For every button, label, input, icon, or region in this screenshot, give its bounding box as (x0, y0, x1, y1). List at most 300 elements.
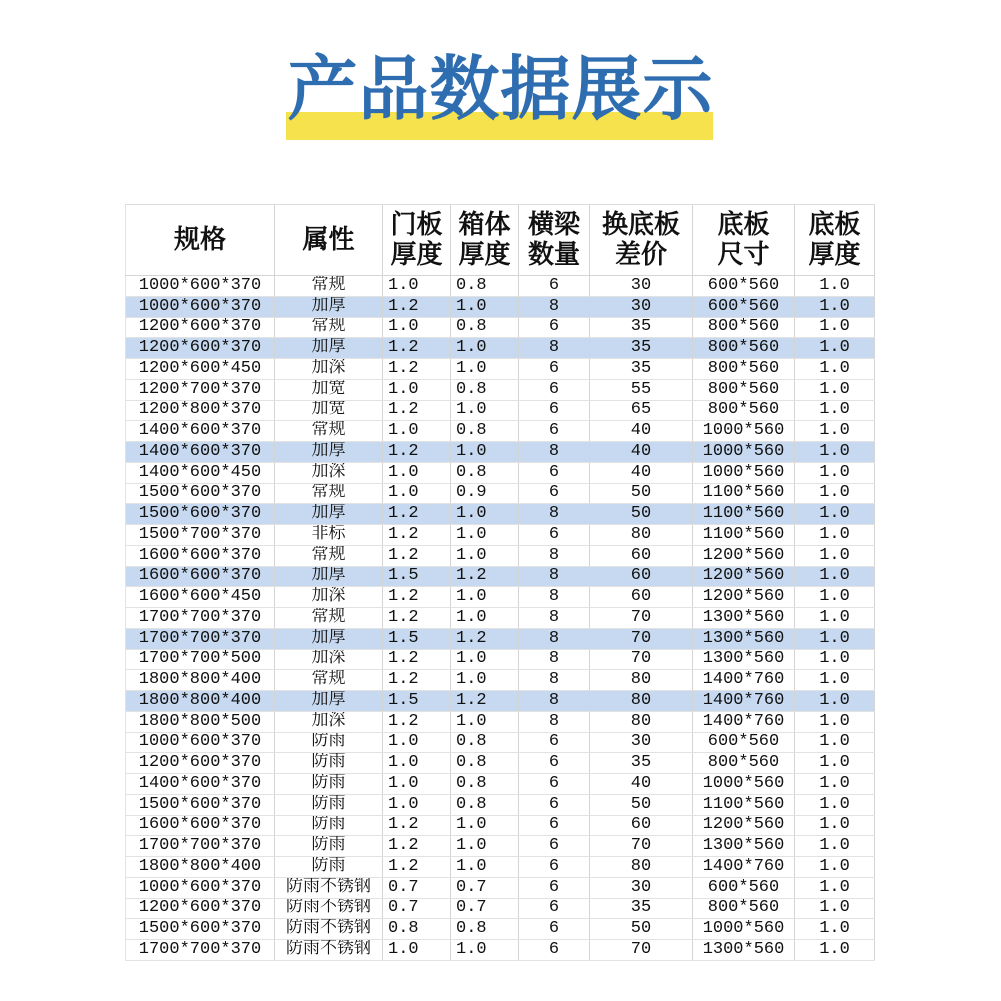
cell-base-thickness: 1.0 (795, 691, 875, 711)
cell-box-thickness: 1.0 (451, 608, 519, 628)
cell-door-thickness: 1.2 (383, 587, 451, 607)
header-label-line2: 差价 (614, 240, 667, 270)
table-row (125, 878, 875, 899)
cell-door-thickness: 1.2 (383, 857, 451, 877)
cell-door-thickness: 1.0 (383, 421, 451, 441)
cell-box-thickness: 1.0 (451, 857, 519, 877)
cell-price-diff: 50 (590, 484, 693, 504)
cell-beam-count: 6 (519, 816, 590, 836)
header-label-line2: 数量 (527, 240, 580, 270)
table-row (125, 463, 875, 484)
table-row (125, 816, 875, 837)
header-label-line1: 门板 (390, 210, 443, 240)
cell-base-thickness: 1.0 (795, 421, 875, 441)
table-row (125, 442, 875, 463)
cell-box-thickness: 1.0 (451, 712, 519, 732)
cell-price-diff: 60 (590, 567, 693, 587)
cell-attribute: 防雨不锈钢 (275, 878, 383, 898)
cell-beam-count: 6 (519, 318, 590, 338)
cell-box-thickness: 1.0 (451, 297, 519, 317)
cell-price-diff: 70 (590, 608, 693, 628)
header-label-line2: 厚度 (458, 240, 511, 270)
cell-beam-count: 6 (519, 899, 590, 919)
cell-attribute: 防雨 (275, 816, 383, 836)
cell-price-diff: 70 (590, 650, 693, 670)
cell-price-diff: 30 (590, 878, 693, 898)
cell-beam-count: 6 (519, 525, 590, 545)
product-data-table (125, 204, 875, 961)
cell-beam-count: 6 (519, 836, 590, 856)
cell-spec: 1000*600*370 (125, 733, 275, 753)
cell-door-thickness: 1.2 (383, 504, 451, 524)
cell-spec: 1200*600*370 (125, 899, 275, 919)
cell-base-size: 1000*560 (693, 421, 795, 441)
cell-box-thickness: 1.2 (451, 691, 519, 711)
cell-door-thickness: 1.0 (383, 774, 451, 794)
cell-beam-count: 6 (519, 795, 590, 815)
cell-box-thickness: 0.8 (451, 421, 519, 441)
cell-door-thickness: 1.2 (383, 338, 451, 358)
cell-attribute: 常规 (275, 670, 383, 690)
cell-base-size: 1000*560 (693, 774, 795, 794)
cell-base-size: 1000*560 (693, 919, 795, 939)
cell-base-thickness: 1.0 (795, 816, 875, 836)
cell-attribute: 防雨不锈钢 (275, 899, 383, 919)
cell-spec: 1200*800*370 (125, 401, 275, 421)
cell-door-thickness: 1.2 (383, 359, 451, 379)
cell-door-thickness: 0.7 (383, 878, 451, 898)
table-body (125, 276, 875, 961)
cell-beam-count: 8 (519, 546, 590, 566)
cell-spec: 1700*700*370 (125, 629, 275, 649)
cell-price-diff: 50 (590, 919, 693, 939)
cell-beam-count: 6 (519, 733, 590, 753)
cell-beam-count: 8 (519, 587, 590, 607)
cell-door-thickness: 1.2 (383, 442, 451, 462)
cell-attribute: 加厚 (275, 504, 383, 524)
cell-door-thickness: 1.5 (383, 629, 451, 649)
table-header-row (125, 204, 875, 276)
header-label-line1: 箱体 (458, 210, 511, 240)
cell-door-thickness: 1.0 (383, 753, 451, 773)
cell-attribute: 防雨 (275, 733, 383, 753)
cell-attribute: 防雨 (275, 774, 383, 794)
cell-attribute: 常规 (275, 546, 383, 566)
cell-base-size: 1400*760 (693, 712, 795, 732)
cell-base-thickness: 1.0 (795, 670, 875, 690)
cell-spec: 1200*700*370 (125, 380, 275, 400)
cell-attribute: 加深 (275, 463, 383, 483)
cell-base-size: 800*560 (693, 401, 795, 421)
cell-spec: 1600*600*370 (125, 567, 275, 587)
cell-price-diff: 80 (590, 525, 693, 545)
cell-beam-count: 8 (519, 691, 590, 711)
cell-box-thickness: 0.7 (451, 878, 519, 898)
cell-door-thickness: 1.0 (383, 380, 451, 400)
cell-base-thickness: 1.0 (795, 587, 875, 607)
table-row (125, 525, 875, 546)
cell-box-thickness: 1.0 (451, 359, 519, 379)
cell-price-diff: 50 (590, 504, 693, 524)
cell-spec: 1800*800*500 (125, 712, 275, 732)
cell-spec: 1400*600*370 (125, 421, 275, 441)
cell-beam-count: 6 (519, 753, 590, 773)
cell-attribute: 常规 (275, 608, 383, 628)
header-label-line2: 厚度 (808, 240, 861, 270)
cell-spec: 1500*600*370 (125, 484, 275, 504)
cell-base-size: 1100*560 (693, 504, 795, 524)
cell-box-thickness: 0.8 (451, 795, 519, 815)
cell-base-thickness: 1.0 (795, 878, 875, 898)
cell-base-thickness: 1.0 (795, 546, 875, 566)
cell-attribute: 加厚 (275, 338, 383, 358)
cell-beam-count: 6 (519, 276, 590, 296)
cell-base-size: 1400*760 (693, 670, 795, 690)
cell-price-diff: 60 (590, 587, 693, 607)
cell-box-thickness: 1.0 (451, 401, 519, 421)
cell-base-size: 800*560 (693, 338, 795, 358)
cell-attribute: 常规 (275, 318, 383, 338)
cell-box-thickness: 0.8 (451, 318, 519, 338)
cell-beam-count: 6 (519, 421, 590, 441)
cell-base-thickness: 1.0 (795, 297, 875, 317)
cell-base-thickness: 1.0 (795, 857, 875, 877)
cell-spec: 1600*600*450 (125, 587, 275, 607)
table-row (125, 587, 875, 608)
cell-base-thickness: 1.0 (795, 567, 875, 587)
table-row (125, 899, 875, 920)
cell-door-thickness: 0.7 (383, 899, 451, 919)
cell-box-thickness: 1.0 (451, 587, 519, 607)
cell-base-size: 1300*560 (693, 629, 795, 649)
table-row (125, 359, 875, 380)
cell-beam-count: 8 (519, 297, 590, 317)
header-label: 规格 (173, 225, 226, 255)
table-row (125, 421, 875, 442)
cell-base-thickness: 1.0 (795, 629, 875, 649)
cell-beam-count: 6 (519, 878, 590, 898)
cell-attribute: 加厚 (275, 297, 383, 317)
table-row (125, 546, 875, 567)
table-row (125, 484, 875, 505)
cell-box-thickness: 0.8 (451, 733, 519, 753)
cell-price-diff: 80 (590, 691, 693, 711)
cell-attribute: 加深 (275, 587, 383, 607)
cell-door-thickness: 1.2 (383, 670, 451, 690)
cell-base-thickness: 1.0 (795, 380, 875, 400)
table-row (125, 774, 875, 795)
header-label-line1: 换底板 (601, 210, 680, 240)
cell-door-thickness: 1.0 (383, 733, 451, 753)
cell-box-thickness: 1.0 (451, 650, 519, 670)
cell-base-size: 1100*560 (693, 484, 795, 504)
cell-door-thickness: 1.2 (383, 546, 451, 566)
cell-spec: 1000*600*370 (125, 878, 275, 898)
header-label: 属性 (302, 225, 355, 255)
cell-box-thickness: 0.8 (451, 774, 519, 794)
header-beam-count (519, 205, 590, 275)
cell-base-thickness: 1.0 (795, 442, 875, 462)
cell-base-thickness: 1.0 (795, 733, 875, 753)
cell-beam-count: 6 (519, 857, 590, 877)
table-row (125, 380, 875, 401)
cell-price-diff: 50 (590, 795, 693, 815)
cell-base-size: 1300*560 (693, 608, 795, 628)
cell-price-diff: 35 (590, 338, 693, 358)
cell-beam-count: 6 (519, 380, 590, 400)
cell-base-thickness: 1.0 (795, 463, 875, 483)
cell-base-thickness: 1.0 (795, 504, 875, 524)
cell-spec: 1600*600*370 (125, 546, 275, 566)
cell-price-diff: 35 (590, 753, 693, 773)
cell-box-thickness: 0.8 (451, 753, 519, 773)
cell-box-thickness: 1.2 (451, 567, 519, 587)
table-row (125, 276, 875, 297)
table-row (125, 608, 875, 629)
cell-base-size: 1400*760 (693, 691, 795, 711)
cell-price-diff: 80 (590, 857, 693, 877)
cell-attribute: 常规 (275, 276, 383, 296)
table-row (125, 567, 875, 588)
cell-price-diff: 40 (590, 442, 693, 462)
cell-price-diff: 70 (590, 836, 693, 856)
cell-beam-count: 8 (519, 504, 590, 524)
cell-base-thickness: 1.0 (795, 836, 875, 856)
cell-box-thickness: 1.0 (451, 525, 519, 545)
cell-door-thickness: 1.2 (383, 712, 451, 732)
cell-base-size: 1000*560 (693, 442, 795, 462)
table-row (125, 670, 875, 691)
cell-price-diff: 80 (590, 712, 693, 732)
cell-door-thickness: 1.2 (383, 401, 451, 421)
cell-spec: 1200*600*370 (125, 753, 275, 773)
cell-base-thickness: 1.0 (795, 940, 875, 960)
cell-base-size: 800*560 (693, 318, 795, 338)
cell-base-thickness: 1.0 (795, 484, 875, 504)
cell-attribute: 加厚 (275, 442, 383, 462)
cell-spec: 1700*700*370 (125, 940, 275, 960)
cell-base-size: 600*560 (693, 276, 795, 296)
cell-attribute: 加厚 (275, 629, 383, 649)
cell-door-thickness: 1.2 (383, 816, 451, 836)
cell-base-size: 1300*560 (693, 650, 795, 670)
cell-base-thickness: 1.0 (795, 899, 875, 919)
table-row (125, 712, 875, 733)
cell-beam-count: 8 (519, 712, 590, 732)
cell-beam-count: 6 (519, 484, 590, 504)
cell-box-thickness: 1.0 (451, 504, 519, 524)
cell-price-diff: 55 (590, 380, 693, 400)
cell-attribute: 防雨 (275, 857, 383, 877)
cell-base-size: 1000*560 (693, 463, 795, 483)
cell-price-diff: 30 (590, 276, 693, 296)
table-row (125, 940, 875, 961)
table-row (125, 795, 875, 816)
header-label-line1: 横梁 (527, 210, 580, 240)
cell-box-thickness: 0.9 (451, 484, 519, 504)
cell-attribute: 非标 (275, 525, 383, 545)
cell-price-diff: 40 (590, 421, 693, 441)
cell-attribute: 常规 (275, 421, 383, 441)
cell-base-thickness: 1.0 (795, 276, 875, 296)
cell-base-size: 1400*760 (693, 857, 795, 877)
cell-box-thickness: 0.8 (451, 380, 519, 400)
cell-base-thickness: 1.0 (795, 338, 875, 358)
cell-price-diff: 70 (590, 940, 693, 960)
cell-base-thickness: 1.0 (795, 359, 875, 379)
cell-attribute: 防雨 (275, 795, 383, 815)
cell-beam-count: 8 (519, 338, 590, 358)
cell-spec: 1500*600*370 (125, 919, 275, 939)
cell-base-thickness: 1.0 (795, 608, 875, 628)
cell-spec: 1800*800*400 (125, 857, 275, 877)
table-row (125, 919, 875, 940)
cell-base-size: 800*560 (693, 753, 795, 773)
cell-spec: 1700*700*500 (125, 650, 275, 670)
cell-box-thickness: 1.0 (451, 836, 519, 856)
cell-spec: 1700*700*370 (125, 608, 275, 628)
cell-spec: 1600*600*370 (125, 816, 275, 836)
cell-price-diff: 80 (590, 670, 693, 690)
table-row (125, 753, 875, 774)
cell-attribute: 防雨 (275, 836, 383, 856)
cell-box-thickness: 0.8 (451, 463, 519, 483)
cell-base-size: 800*560 (693, 359, 795, 379)
cell-base-thickness: 1.0 (795, 401, 875, 421)
cell-box-thickness: 1.0 (451, 670, 519, 690)
cell-price-diff: 65 (590, 401, 693, 421)
cell-attribute: 加深 (275, 712, 383, 732)
cell-spec: 1200*600*370 (125, 318, 275, 338)
cell-spec: 1400*600*370 (125, 774, 275, 794)
cell-price-diff: 40 (590, 463, 693, 483)
table-row (125, 297, 875, 318)
cell-price-diff: 70 (590, 629, 693, 649)
cell-spec: 1400*600*370 (125, 442, 275, 462)
cell-door-thickness: 1.0 (383, 463, 451, 483)
cell-price-diff: 35 (590, 359, 693, 379)
cell-attribute: 加厚 (275, 567, 383, 587)
cell-spec: 1200*600*370 (125, 338, 275, 358)
header-label-line2: 尺寸 (717, 240, 770, 270)
cell-door-thickness: 1.0 (383, 318, 451, 338)
cell-beam-count: 6 (519, 463, 590, 483)
cell-base-size: 1300*560 (693, 836, 795, 856)
cell-price-diff: 60 (590, 816, 693, 836)
cell-price-diff: 35 (590, 318, 693, 338)
header-label-line1: 底板 (717, 210, 770, 240)
cell-box-thickness: 0.8 (451, 919, 519, 939)
table-row (125, 836, 875, 857)
cell-price-diff: 35 (590, 899, 693, 919)
table-row (125, 629, 875, 650)
page-title: 产品数据展示 (287, 48, 714, 130)
cell-base-thickness: 1.0 (795, 318, 875, 338)
cell-beam-count: 8 (519, 670, 590, 690)
cell-base-thickness: 1.0 (795, 774, 875, 794)
cell-base-size: 800*560 (693, 380, 795, 400)
header-box-thickness (451, 205, 519, 275)
table-row (125, 857, 875, 878)
cell-door-thickness: 1.2 (383, 525, 451, 545)
cell-base-thickness: 1.0 (795, 919, 875, 939)
header-door-thickness (383, 205, 451, 275)
cell-base-size: 600*560 (693, 297, 795, 317)
table-row (125, 650, 875, 671)
cell-attribute: 加深 (275, 650, 383, 670)
cell-box-thickness: 0.8 (451, 276, 519, 296)
header-base-size (693, 205, 795, 275)
cell-door-thickness: 1.2 (383, 836, 451, 856)
cell-spec: 1500*600*370 (125, 504, 275, 524)
cell-spec: 1000*600*370 (125, 276, 275, 296)
header-spec (125, 205, 275, 275)
cell-door-thickness: 1.2 (383, 608, 451, 628)
cell-door-thickness: 1.0 (383, 276, 451, 296)
cell-base-size: 1200*560 (693, 816, 795, 836)
cell-attribute: 防雨不锈钢 (275, 940, 383, 960)
cell-base-size: 1200*560 (693, 567, 795, 587)
cell-price-diff: 40 (590, 774, 693, 794)
cell-door-thickness: 1.2 (383, 297, 451, 317)
table-row (125, 691, 875, 712)
cell-door-thickness: 1.0 (383, 795, 451, 815)
table-row (125, 338, 875, 359)
cell-spec: 1500*700*370 (125, 525, 275, 545)
cell-box-thickness: 1.0 (451, 338, 519, 358)
cell-door-thickness: 0.8 (383, 919, 451, 939)
cell-attribute: 防雨不锈钢 (275, 919, 383, 939)
cell-base-thickness: 1.0 (795, 795, 875, 815)
cell-attribute: 常规 (275, 484, 383, 504)
cell-attribute: 加宽 (275, 401, 383, 421)
cell-beam-count: 8 (519, 608, 590, 628)
cell-base-size: 1200*560 (693, 546, 795, 566)
header-label-line2: 厚度 (390, 240, 443, 270)
cell-beam-count: 6 (519, 401, 590, 421)
cell-beam-count: 6 (519, 919, 590, 939)
cell-base-size: 1100*560 (693, 795, 795, 815)
table-row (125, 733, 875, 754)
cell-box-thickness: 1.0 (451, 816, 519, 836)
cell-price-diff: 60 (590, 546, 693, 566)
cell-base-size: 600*560 (693, 878, 795, 898)
cell-spec: 1800*800*400 (125, 670, 275, 690)
cell-beam-count: 8 (519, 629, 590, 649)
cell-spec: 1400*600*450 (125, 463, 275, 483)
cell-door-thickness: 1.5 (383, 691, 451, 711)
cell-base-thickness: 1.0 (795, 712, 875, 732)
cell-beam-count: 8 (519, 650, 590, 670)
cell-base-size: 800*560 (693, 899, 795, 919)
cell-box-thickness: 0.7 (451, 899, 519, 919)
cell-door-thickness: 1.5 (383, 567, 451, 587)
cell-base-size: 1200*560 (693, 587, 795, 607)
cell-price-diff: 30 (590, 733, 693, 753)
cell-attribute: 加厚 (275, 691, 383, 711)
cell-beam-count: 6 (519, 359, 590, 379)
cell-box-thickness: 1.0 (451, 940, 519, 960)
header-price-diff (590, 205, 693, 275)
table-row (125, 318, 875, 339)
table-row (125, 401, 875, 422)
cell-spec: 1700*700*370 (125, 836, 275, 856)
cell-beam-count: 6 (519, 774, 590, 794)
cell-beam-count: 8 (519, 442, 590, 462)
cell-box-thickness: 1.0 (451, 546, 519, 566)
cell-attribute: 防雨 (275, 753, 383, 773)
cell-attribute: 加深 (275, 359, 383, 379)
